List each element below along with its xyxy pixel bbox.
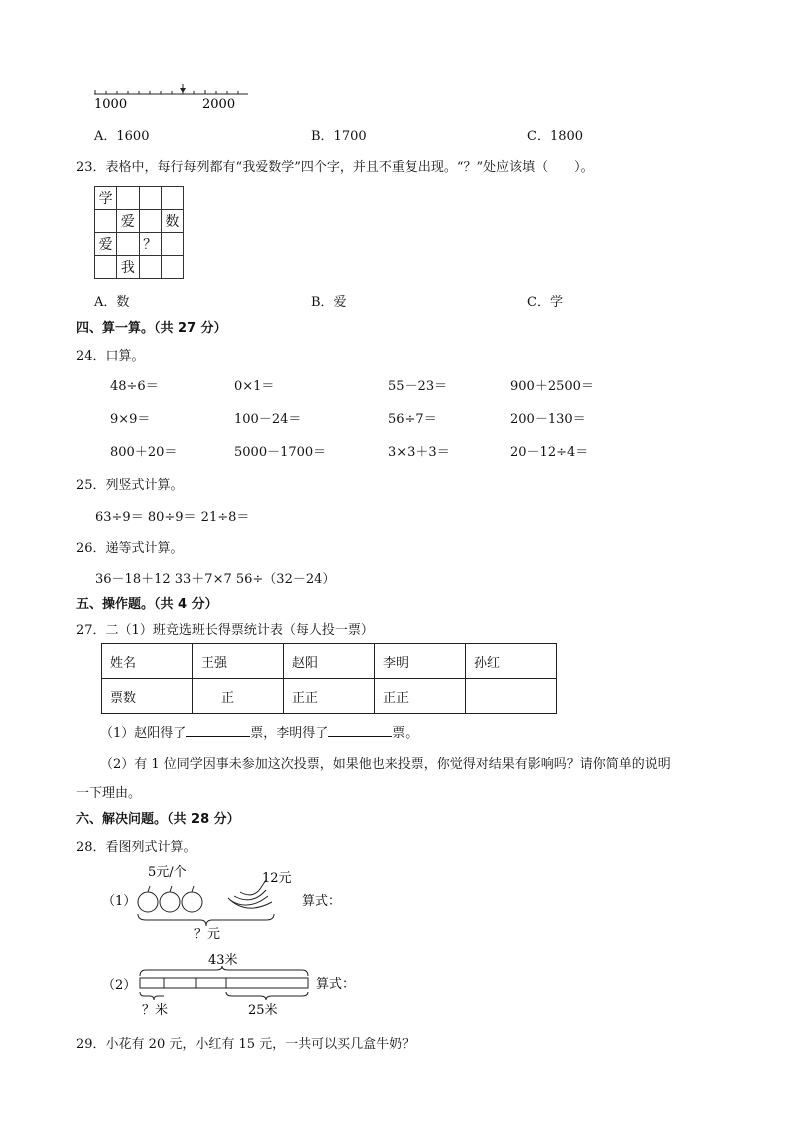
- tally-cell: [466, 679, 557, 714]
- tally-cell: 正正: [284, 679, 375, 714]
- grid-cell: [95, 210, 117, 233]
- segment-known-label: 25米: [248, 1003, 278, 1018]
- figure-segment: [96, 946, 366, 1018]
- q25-items: 63÷9＝ 80÷9＝ 21÷8＝: [95, 510, 250, 525]
- table-header-cell: 孙红: [466, 644, 557, 679]
- tally-cell: 正正: [375, 679, 466, 714]
- q27-part2-line1: （2）有 1 位同学因事未参加这次投票，如果他也来投票，你觉得对结果有影响吗？请你简单的说明: [100, 757, 671, 772]
- grid-cell: [161, 187, 183, 210]
- answer-blank[interactable]: [328, 724, 392, 737]
- apple-price-label: 5元/个: [148, 865, 187, 880]
- table-cell: 票数: [102, 679, 193, 714]
- arrow-marker-icon: [180, 88, 186, 93]
- grid-cell: [161, 256, 183, 279]
- grid-cell-question: ？: [139, 233, 161, 256]
- q26-items: 36－18＋12 33＋7×7 56÷（32－24）: [95, 572, 336, 587]
- number-line-left-label: 1000: [94, 97, 128, 112]
- table-header-cell: 姓名: [102, 644, 193, 679]
- section4-heading: 四、算一算。（共 27 分）: [76, 321, 227, 336]
- q26-title: 26．递等式计算。: [76, 541, 184, 556]
- oral-calc-item: 55－23＝: [388, 379, 448, 394]
- grid-cell: 爱: [95, 233, 117, 256]
- segment-total-label: 43米: [208, 953, 238, 968]
- q27-part1: [100, 722, 418, 741]
- grid-cell: [139, 210, 161, 233]
- grid-cell: [95, 256, 117, 279]
- segment-unknown-label: ？米: [142, 1003, 169, 1018]
- vote-table: [101, 643, 557, 714]
- oral-calc-item: 20－12÷4＝: [510, 445, 589, 460]
- oral-calc-item: 9×9＝: [110, 412, 151, 427]
- table-header-cell: 赵阳: [284, 644, 375, 679]
- grid-cell: 我: [117, 256, 139, 279]
- q27-part1-text-c: 票。: [392, 726, 419, 741]
- oral-calc-item: 800＋20＝: [110, 445, 178, 460]
- grid-cell: 爱: [117, 210, 139, 233]
- q22-option-c[interactable]: C．1800: [527, 129, 584, 144]
- grid-cell: [139, 187, 161, 210]
- q27-title: 27．二（1）班竞选班长得票统计表（每人投一票）: [76, 623, 374, 638]
- grid-cell: 数: [161, 210, 183, 233]
- apple-icon: [138, 886, 202, 912]
- brace-icon: [138, 914, 274, 926]
- fig2-formula-label: 算式：: [316, 977, 356, 992]
- section6-heading: 六、解决问题。（共 28 分）: [76, 812, 240, 827]
- grid-cell: 学: [95, 187, 117, 210]
- q27-part2-line2: 一下理由。: [76, 786, 142, 801]
- answer-blank[interactable]: [186, 724, 250, 737]
- number-line-right-label: 2000: [202, 97, 236, 112]
- q23-option-c[interactable]: C．学: [527, 295, 563, 310]
- oral-calc-item: 0×1＝: [234, 379, 275, 394]
- q23-option-a[interactable]: A．数: [94, 295, 130, 310]
- q22-option-a[interactable]: A．1600: [94, 129, 150, 144]
- bottom-left-brace-icon: [140, 992, 164, 1000]
- banana-price-label: 12元: [262, 871, 292, 886]
- oral-calc-item: 100－24＝: [234, 412, 302, 427]
- table-header-cell: 王强: [193, 644, 284, 679]
- fig1-formula-label: 算式：: [302, 894, 342, 909]
- q29-text: 29．小花有 20 元，小红有 15 元，一共可以买几盒牛奶？: [76, 1037, 416, 1052]
- grid-cell: [117, 187, 139, 210]
- grid-cell: [161, 233, 183, 256]
- grid-cell: [139, 256, 161, 279]
- q23-text: 23．表格中，每行每列都有“我爱数学”四个字，并且不重复出现。“？”处应该填（ ）。: [76, 160, 594, 175]
- q28-title: 28．看图列式计算。: [76, 840, 197, 855]
- tally-cell: 正: [193, 679, 284, 714]
- q25-title: 25．列竖式计算。: [76, 478, 184, 493]
- q24-title: 24．口算。: [76, 349, 145, 364]
- table-header-cell: 李明: [375, 644, 466, 679]
- section5-heading: 五、操作题。（共 4 分）: [76, 597, 218, 612]
- oral-calc-item: 5000－1700＝: [234, 445, 327, 460]
- number-line: [92, 82, 252, 112]
- oral-calc-item: 3×3＋3＝: [388, 445, 450, 460]
- word-grid: [94, 186, 184, 279]
- fig1-label: （1）: [102, 894, 137, 909]
- q22-option-b[interactable]: B．1700: [311, 129, 367, 144]
- grid-cell: [117, 233, 139, 256]
- figure-apples-bananas: [96, 862, 356, 940]
- q27-part1-text-b: 票，李明得了: [250, 726, 329, 741]
- q27-part1-text-a: （1）赵阳得了: [100, 726, 187, 741]
- oral-calc-item: 48÷6＝: [110, 379, 159, 394]
- oral-calc-item: 56÷7＝: [388, 412, 437, 427]
- bottom-right-brace-icon: [226, 992, 308, 1000]
- fig2-label: （2）: [102, 978, 137, 993]
- fig1-question: ？元: [194, 927, 221, 940]
- oral-calc-item: 900＋2500＝: [510, 379, 594, 394]
- segment-bar: [140, 978, 308, 988]
- oral-calc-item: 200－130＝: [510, 412, 586, 427]
- q23-option-b[interactable]: B．爱: [311, 295, 347, 310]
